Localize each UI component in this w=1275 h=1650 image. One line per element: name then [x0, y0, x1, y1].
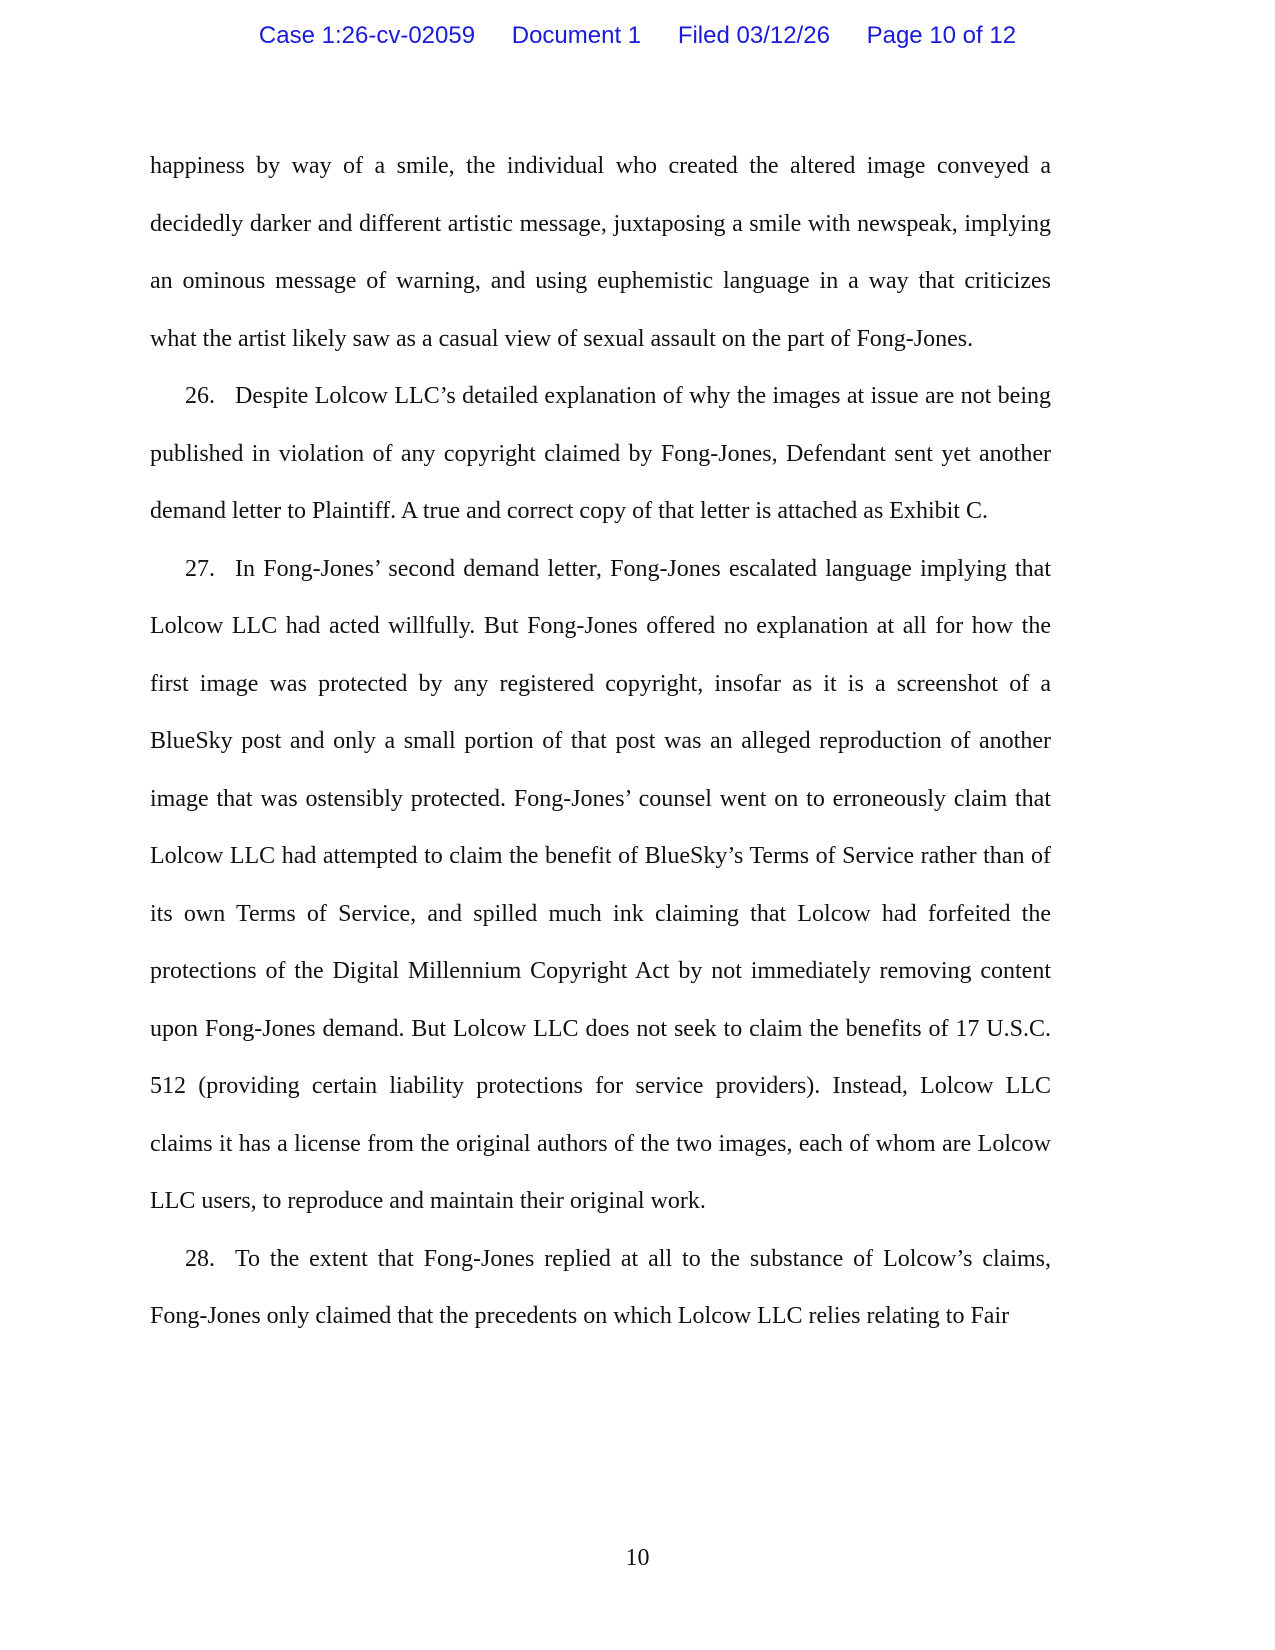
filed-date: Filed 03/12/26	[677, 22, 830, 49]
paragraph-27	[150, 541, 1051, 1231]
paragraph-number: 28.	[185, 1245, 215, 1272]
paragraph-26	[150, 368, 1051, 541]
paragraph-text: To the extent that Fong-Jones replied at all to the substance of Lolcow’s claims, Fong-Jones only claimed that the precedents on which Lolcow LLC relies relating to Fair	[150, 1245, 1051, 1329]
document-body	[150, 138, 1051, 1346]
paragraph-text: In Fong-Jones’ second demand letter, Fong-Jones escalated language implying that Lolcow LLC had acted willfully. But Fong-Jones offered no explanation at all for how the first image was protected by any registered copyright, insofar as it is a screenshot of a BlueSky post and only a small portion of that post was an alleged reproduction of another image that was ostensibly protected. Fong-Jones’ counsel went on to erroneously claim that Lolcow LLC had attempted to claim the benefit of BlueSky’s Terms of Service rather than of its own Terms of Service, and spilled much ink claiming that Lolcow had forfeited the protections of the Digital Millennium Copyright Act by not immediately removing content upon Fong-Jones demand. But Lolcow LLC does not seek to claim the benefits of 17 U.S.C. 512 (providing certain liability protections for service providers). Instead, Lolcow LLC claims it has a license from the original authors of the two images, each of whom are Lolcow LLC users, to reproduce and maintain their original work.	[150, 555, 1051, 1214]
paragraph-text: Despite Lolcow LLC’s detailed explanation of why the images at issue are not being published in violation of any copyright claimed by Fong-Jones, Defendant sent yet another demand letter to Plaintiff. A true and correct copy of that letter is attached as Exhibit C.	[150, 383, 1051, 524]
paragraph-number: 27.	[185, 555, 215, 582]
case-number: Case 1:26-cv-02059	[258, 22, 476, 49]
paragraph-number: 26.	[185, 383, 215, 409]
paragraph-28	[150, 1231, 1051, 1346]
paragraph-text: happiness by way of a smile, the individual who created the altered image conveyed a decidedly darker and different artistic message, juxtaposing a smile with newspeak, implying an ominous message of warning, and using euphemistic language in a way that criticizes what the artist likely saw as a casual view of sexual assault on the part of Fong-Jones.	[150, 153, 1051, 352]
paragraph-continuation	[150, 138, 1051, 368]
page-indicator: Page 10 of 12	[866, 22, 1017, 49]
page-number: 10	[625, 1545, 650, 1571]
case-header	[0, 22, 1275, 50]
document-number: Document 1	[511, 22, 642, 49]
